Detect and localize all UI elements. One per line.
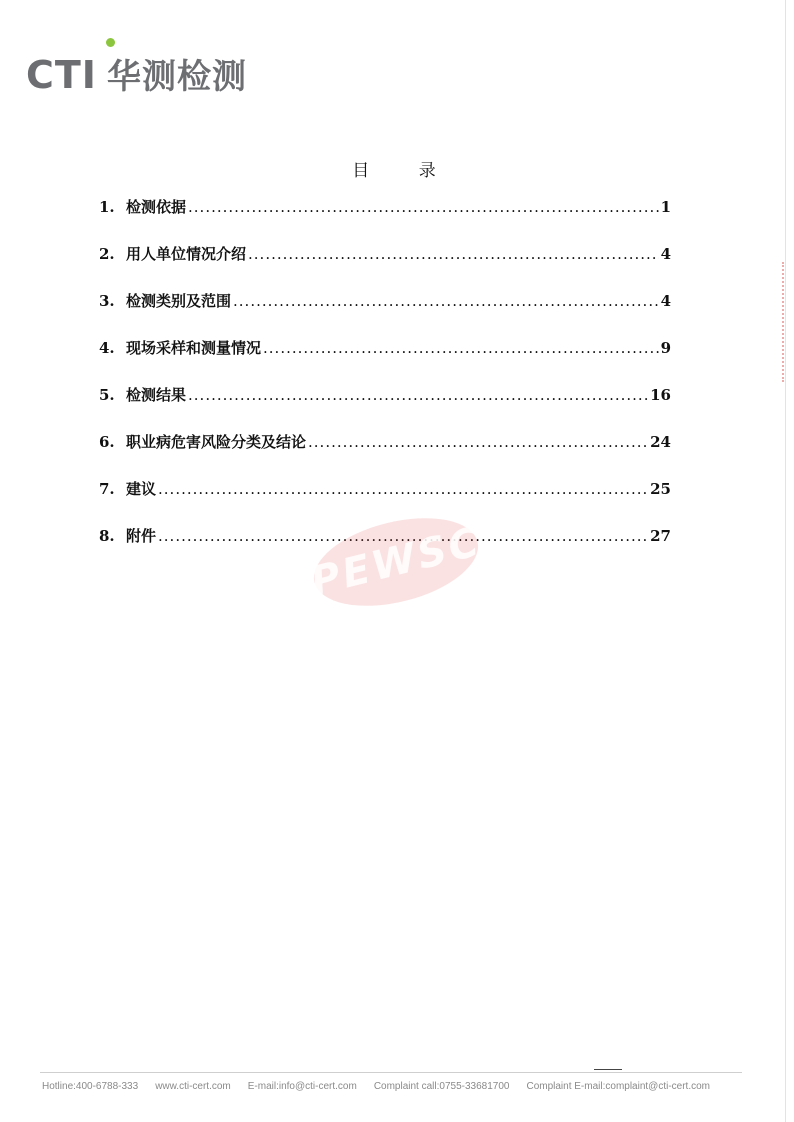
toc-entry-label: 附件: [126, 527, 157, 545]
logo-accent-dot: [106, 38, 115, 47]
toc-leader-dots: [233, 292, 659, 310]
toc-entry-number: 5.: [99, 386, 115, 404]
toc-entry-page: 24: [650, 433, 671, 451]
toc-leader-dots: [308, 433, 648, 451]
footer-hotline: Hotline:400-6788-333: [42, 1081, 139, 1092]
toc-leader-dots: [188, 386, 648, 404]
footer-complaint-call: Complaint call:0755-33681700: [373, 1081, 510, 1092]
toc-entry-number: 6.: [99, 433, 115, 451]
toc-leader-dots: [263, 339, 659, 357]
toc-entry[interactable]: [99, 478, 671, 525]
toc-entry-label: 检测结果: [126, 386, 187, 404]
scan-edge-marks: [779, 262, 784, 382]
footer-email[interactable]: E-mail:info@cti-cert.com: [247, 1081, 357, 1092]
toc-entry-page: 16: [650, 386, 671, 404]
footer-contact-bar: [42, 1081, 752, 1092]
toc-entry-label: 检测类别及范围: [126, 292, 232, 310]
toc-entry-label: 职业病危害风险分类及结论: [126, 433, 307, 451]
toc-entry-page: 27: [650, 527, 671, 545]
toc-entry-label: 现场采样和测量情况: [126, 339, 262, 357]
toc-leader-dots: [188, 198, 659, 216]
toc-entry-label: 建议: [126, 480, 157, 498]
company-logo: [26, 44, 247, 97]
toc-entry-number: 3.: [99, 292, 115, 310]
toc-entry[interactable]: [99, 384, 671, 431]
toc-leader-dots: [248, 245, 659, 263]
toc-entry-label: 检测依据: [126, 198, 187, 216]
toc-title: 目 录: [352, 161, 458, 181]
table-of-contents: [99, 196, 671, 572]
toc-entry[interactable]: [99, 431, 671, 478]
footer-mark: [594, 1069, 622, 1070]
toc-entry-label: 用人单位情况介绍: [126, 245, 247, 263]
toc-entry-page: 25: [650, 480, 671, 498]
toc-entry-number: 2.: [99, 245, 115, 263]
footer-complaint-email[interactable]: Complaint E-mail:complaint@cti-cert.com: [526, 1081, 710, 1092]
logo-chinese-name: 华测检测: [106, 57, 247, 97]
toc-entry[interactable]: [99, 196, 671, 243]
footer-divider: [40, 1072, 742, 1073]
toc-entry-page: 4: [660, 292, 671, 310]
toc-entry-page: 9: [660, 339, 671, 357]
footer-website[interactable]: www.cti-cert.com: [155, 1081, 231, 1092]
toc-entry-page: 1: [660, 198, 671, 216]
toc-entry-number: 4.: [99, 339, 115, 357]
toc-entry[interactable]: [99, 243, 671, 290]
toc-entry[interactable]: [99, 290, 671, 337]
toc-leader-dots: [158, 480, 648, 498]
toc-entry-number: 1.: [99, 198, 115, 216]
stamp-text: PEWSC: [306, 518, 486, 606]
toc-entry-number: 8.: [99, 527, 115, 545]
toc-entry[interactable]: [99, 337, 671, 384]
logo-cti-text: CTI: [26, 53, 97, 97]
toc-entry-page: 4: [660, 245, 671, 263]
toc-entry-number: 7.: [99, 480, 115, 498]
